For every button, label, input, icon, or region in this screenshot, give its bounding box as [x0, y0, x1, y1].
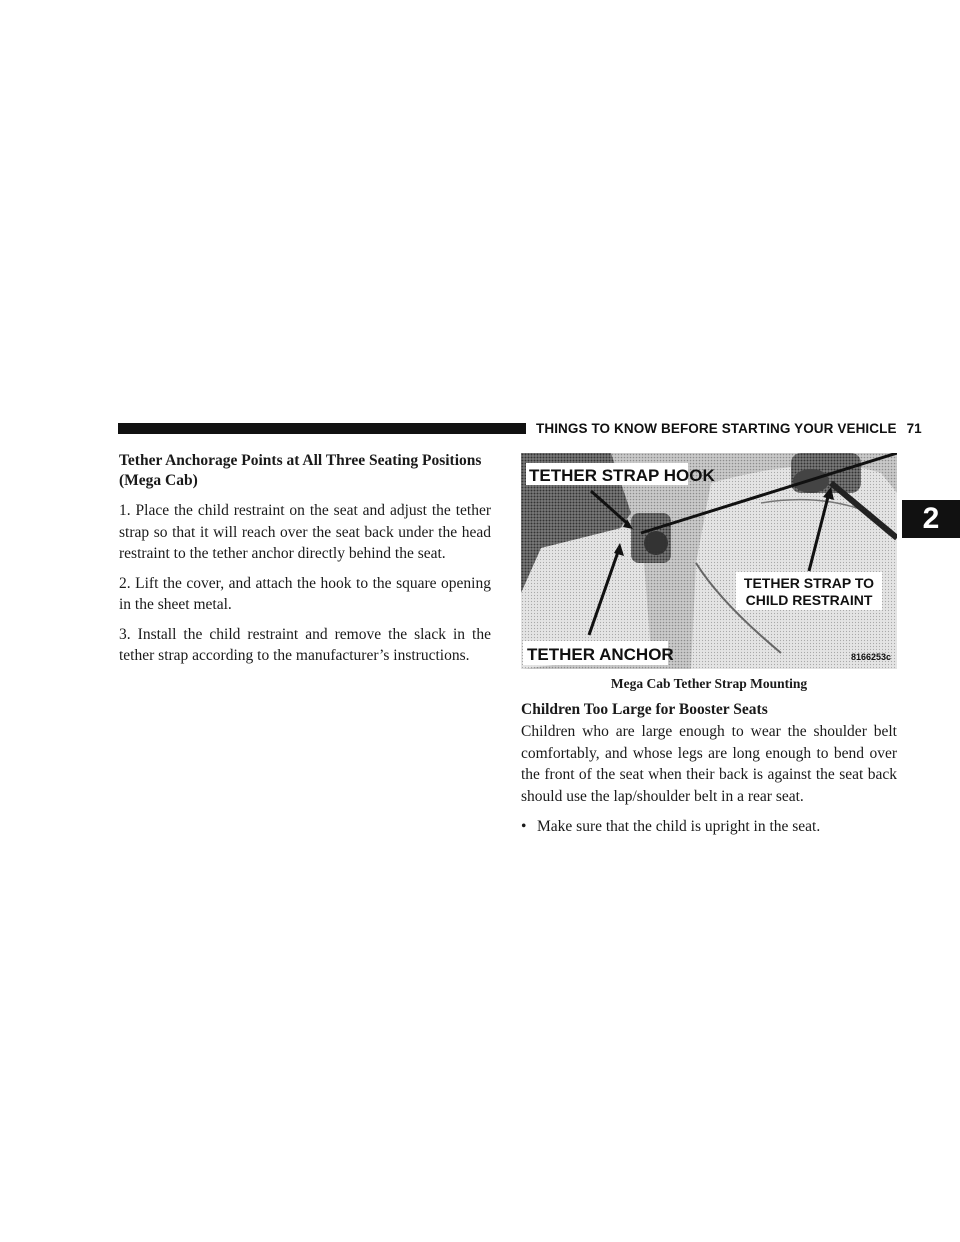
right-column [521, 700, 897, 838]
tether-photo [521, 453, 897, 669]
bullet-item [521, 816, 897, 838]
booster-paragraph: Children who are large enough to wear the shoulder belt comfortably, and whose legs are long enough to bend over the front of the seat when their back is against the seat back should use the lap/shoulder belt in a rear seat. [521, 723, 897, 805]
running-header [536, 421, 922, 436]
header-rule [118, 423, 526, 434]
bullet-dot-icon: • [521, 818, 527, 835]
bullet-text: Make sure that the child is upright in the seat. [537, 818, 821, 835]
section-heading-booster: Children Too Large for Booster Seats [521, 701, 768, 718]
left-column [119, 451, 491, 667]
step-1: 1. Place the child restraint on the seat and adjust the tether strap so that it will reach over the seat back under the head restraint to the tether anchor directly behind the seat. [119, 502, 491, 562]
label-tether-strap-hook: TETHER STRAP HOOK [529, 466, 715, 485]
figure-code: 8166253c [851, 652, 892, 662]
header-title: THINGS TO KNOW BEFORE STARTING YOUR VEHICLE [536, 421, 897, 436]
label-strap-line1: TETHER STRAP TO [743, 575, 875, 591]
section-heading-tether-anchorage: Tether Anchorage Points at All Three Seating Positions (Mega Cab) [119, 452, 482, 489]
label-strap-line2: CHILD RESTRAINT [745, 592, 873, 608]
step-2: 2. Lift the cover, and attach the hook to the square opening in the sheet metal. [119, 574, 491, 613]
step-3: 3. Install the child restraint and remove the slack in the tether strap according to the manufacturer’s instructions. [119, 625, 491, 664]
page-number: 71 [906, 421, 922, 436]
label-tether-anchor: TETHER ANCHOR [527, 645, 674, 664]
figure-caption: Mega Cab Tether Strap Mounting [610, 676, 808, 691]
chapter-tab: 2 [902, 500, 960, 538]
tether-strap-figure [521, 453, 897, 669]
